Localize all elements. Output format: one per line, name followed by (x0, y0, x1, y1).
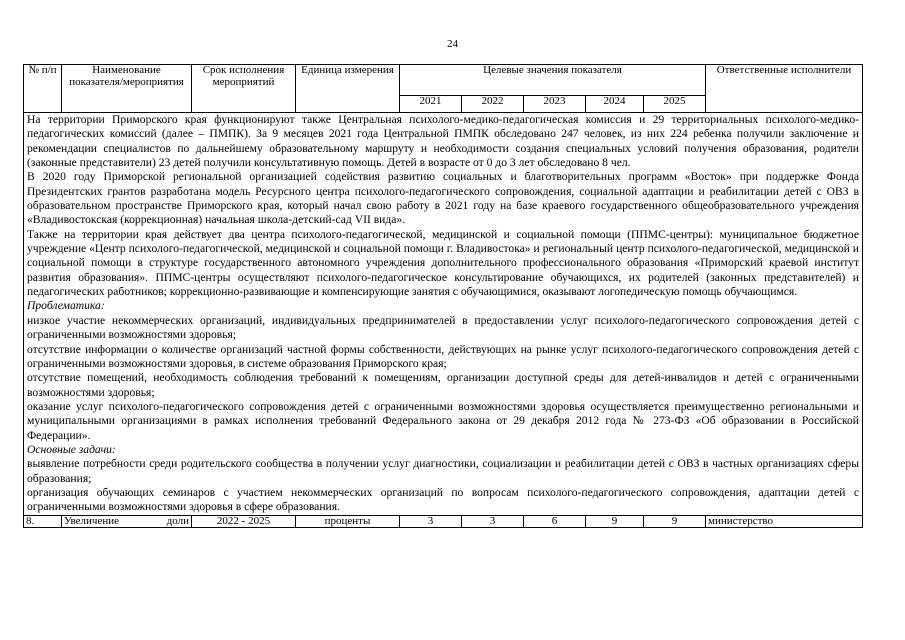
header-name: Наименование показателя/мероприятия (62, 65, 192, 113)
section-heading-problems: Проблематика: (27, 299, 105, 313)
section-heading-tasks: Основные задачи: (27, 442, 116, 456)
paragraph: низкое участие некоммерческих организаций, индивидуальных предпринимателей в предоставлении услуг психолого-педагогического сопровождения детей с ограниченными возможностями здоровья; (27, 313, 860, 342)
paragraph: В 2020 году Приморской региональной организацией содействия развитию социальных и благотворительных программ «Восток» при поддержке Фонда Президентских грантов разработана модель Ресурсного центра психолого-педагогического сопровождения, социальной адаптации и реабилитации детей с ОВЗ в образовательном пространстве Приморского края, который начал свою работу в 2021 году на базе краевого государственного общеобразовательного учреждения «Владивостокская (коррекционная) начальная школа-детский-сад VII вида». (27, 170, 860, 227)
row-value-2021: 3 (400, 515, 462, 527)
row-value-2025: 9 (644, 515, 706, 527)
year-2021: 2021 (400, 96, 462, 113)
header-unit: Единица измерения (296, 65, 400, 113)
paragraph: отсутствие помещений, необходимость соблюдения требований к помещениям, организации доступной среды для детей-инвалидов и детей с ограниченными возможностями здоровья; (27, 371, 860, 399)
body-row (24, 113, 863, 516)
paragraph: отсутствие информации о количестве организаций частной формы собственности, действующих на рынке услуг психолого-педагогического сопровождения детей с ограниченными возможностями здоровья, в системе образования Приморского края; (27, 342, 860, 370)
table-row (24, 515, 863, 527)
body-text (24, 113, 863, 516)
paragraph: оказание услуг психолого-педагогического сопровождения детей с ограниченными возможностями здоровья осуществляется преимущественно региональными и муниципальными организациями в рамках исполнения требований Федерального закона от 29 декабря 2012 года № 273-ФЗ «Об образовании в Российской Федерации». (27, 399, 860, 442)
header-responsible: Ответственные исполнители (706, 65, 863, 113)
row-name: Увеличение доли (62, 515, 192, 527)
row-value-2023: 6 (524, 515, 586, 527)
header-term: Срок исполнения мероприятий (192, 65, 296, 113)
row-responsible: министерство (706, 515, 863, 527)
header-num: № п/п (24, 65, 62, 113)
page-number: 24 (447, 38, 458, 50)
header-row (24, 65, 863, 96)
paragraph: На территории Приморского края функционируют также Центральная психолого-медико-педагогическая комиссия и 29 территориальных психолого-медико-педагогических комиссий (далее – ПМПК). За 9 месяцев 2021 года Центральной ПМПК обследовано 247 человек, из них 224 ребенка получили заключение и рекомендации специалистов по дальнейшему образовательному маршруту и необходимости создания специальных условий получения образования, родители (законные представители) 23 детей получили консультативную помощь. Детей в возрасте от 0 до 3 лет обследовано 8 чел. (27, 113, 860, 170)
row-value-2022: 3 (462, 515, 524, 527)
paragraph: выявление потребности среди родительского сообщества в получении услуг диагностики, социализации и реабилитации детей с ОВЗ в частных организациях сферы образования; (27, 457, 860, 485)
paragraph: Также на территории края действует два центра психолого-педагогической, медицинской и социальной помощи (ППМС-центры): муниципальное бюджетное учреждение «Центр психолого-педагогической, медицинской и социальной помощи г. Владивостока» и региональный центр психолого-педагогической, медицинской и социальной помощи в структуре государственного автономного учреждения дополнительного профессионального образования «Приморский краевой институт развития образования». ППМС-центры осуществляют психолого-педагогическое консультирование обучающихся, их родителей (законных представителей) и педагогических работников; коррекционно-развивающие и компенсирующие занятия с обучающимися, оказывают логопедическую помощь обучающимся. (27, 227, 860, 299)
row-value-2024: 9 (586, 515, 644, 527)
year-2024: 2024 (586, 96, 644, 113)
indicators-table (23, 64, 863, 528)
row-number: 8. (24, 515, 62, 527)
year-2023: 2023 (524, 96, 586, 113)
row-term: 2022 - 2025 (192, 515, 296, 527)
header-targets: Целевые значения показателя (400, 65, 706, 96)
paragraph: организация обучающих семинаров с участием некоммерческих организаций по вопросам психолого-педагогического сопровождения, адаптации детей с ограниченными возможностями здоровья в сфере образования. (27, 485, 860, 514)
row-unit: проценты (296, 515, 400, 527)
year-2022: 2022 (462, 96, 524, 113)
year-2025: 2025 (644, 96, 706, 113)
